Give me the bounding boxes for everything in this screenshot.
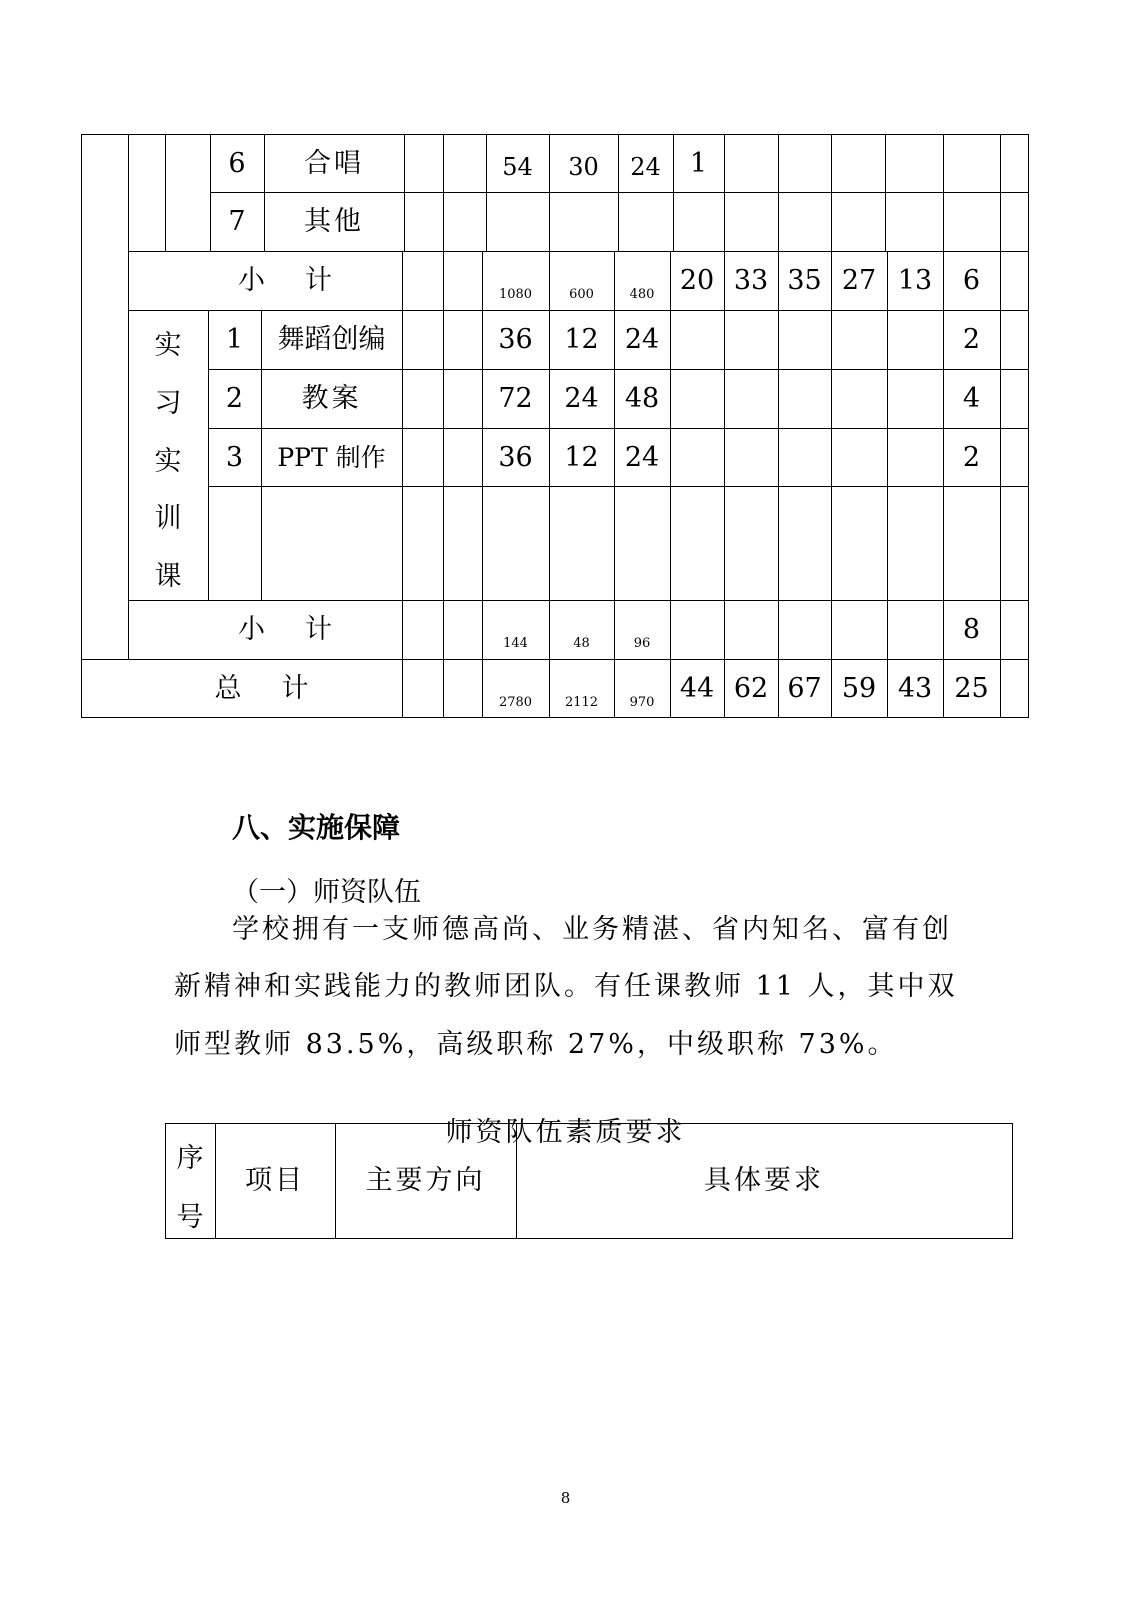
row6-total: 54 bbox=[502, 153, 533, 181]
subtotal1-sem4: 27 bbox=[841, 265, 877, 296]
subtotal1-total: 1080 bbox=[498, 287, 533, 302]
row7-name: 其他 bbox=[304, 206, 364, 237]
table2-caption: 师资队伍素质要求 bbox=[445, 1117, 686, 1148]
row7-num: 7 bbox=[228, 206, 246, 237]
row6-num: 6 bbox=[228, 147, 246, 179]
practice-row2-total: 72 bbox=[498, 383, 533, 414]
grand-total-practice: 970 bbox=[629, 694, 655, 710]
practice-row2-num: 2 bbox=[225, 383, 244, 414]
page-number: 8 bbox=[560, 1489, 571, 1507]
table2-header-item: 项目 bbox=[245, 1165, 305, 1196]
grand-total-theory: 2112 bbox=[564, 694, 599, 710]
practice-row3-num: 3 bbox=[225, 441, 244, 473]
row6-practice: 24 bbox=[630, 153, 661, 181]
subtotal1-theory: 600 bbox=[569, 287, 594, 302]
practice-row1-practice: 24 bbox=[624, 324, 660, 355]
practice-row2-name: 教案 bbox=[301, 383, 362, 414]
subtotal1-label: 小计 bbox=[238, 265, 372, 296]
practice-row3-sem6: 2 bbox=[962, 441, 981, 473]
group-label-char: 习 bbox=[154, 387, 182, 419]
grand-total-label: 总计 bbox=[214, 672, 349, 704]
grand-total-sem5: 43 bbox=[897, 672, 933, 704]
grand-total-sem1: 44 bbox=[679, 672, 715, 704]
subtotal1-sem5: 13 bbox=[897, 265, 933, 296]
subtotal1-sem1: 20 bbox=[679, 265, 715, 296]
subtotal1-practice: 480 bbox=[629, 287, 655, 302]
table2-header-requirement: 具体要求 bbox=[704, 1165, 824, 1196]
table2-header-seq-bottom: 号 bbox=[176, 1202, 204, 1233]
practice-row1-theory: 12 bbox=[564, 324, 599, 355]
practice-row3-theory: 12 bbox=[564, 441, 599, 473]
table2-header-seq bbox=[165, 1145, 215, 1231]
practice-row1-sem6: 2 bbox=[962, 324, 981, 355]
practice-row2-practice: 48 bbox=[624, 383, 660, 414]
group-label-practice-training bbox=[128, 332, 208, 590]
grand-total-total: 2780 bbox=[498, 694, 533, 710]
subtotal1-sem2: 33 bbox=[733, 265, 769, 296]
practice-row3-total: 36 bbox=[498, 441, 533, 473]
subtotal1-sem6: 6 bbox=[962, 265, 981, 296]
grand-total-sem4: 59 bbox=[841, 672, 877, 704]
paragraph-line-2: 新精神和实践能力的教师团队。有任课教师 11 人，其中双 bbox=[174, 971, 958, 1002]
row6-name: 合唱 bbox=[304, 147, 364, 179]
practice-row3-practice: 24 bbox=[624, 441, 660, 473]
practice-row2-theory: 24 bbox=[564, 383, 599, 414]
row6-theory: 30 bbox=[568, 153, 599, 181]
practice-row1-total: 36 bbox=[498, 324, 533, 355]
table2-header-direction: 主要方向 bbox=[365, 1165, 486, 1196]
subsection-heading: （一）师资队伍 bbox=[232, 877, 421, 908]
paragraph-line-3: 师型教师 83.5%，高级职称 27%，中级职称 73%。 bbox=[174, 1029, 898, 1060]
subtotal2-practice: 96 bbox=[633, 636, 651, 651]
group-label-char: 课 bbox=[154, 561, 182, 592]
group-label-char: 实 bbox=[154, 445, 182, 477]
group-label-char: 训 bbox=[154, 503, 182, 535]
grand-total-sem6: 25 bbox=[954, 672, 989, 704]
practice-row2-sem6: 4 bbox=[962, 383, 981, 414]
group-label-char: 实 bbox=[154, 330, 182, 361]
table2-header-seq-top: 序 bbox=[176, 1143, 204, 1174]
subtotal2-total: 144 bbox=[503, 636, 528, 651]
subtotal2-sem6: 8 bbox=[962, 614, 981, 645]
subtotal2-label: 小计 bbox=[238, 614, 372, 645]
row6-sem1: 1 bbox=[689, 147, 708, 179]
section-heading: 八、实施保障 bbox=[232, 811, 401, 844]
grand-total-sem3: 67 bbox=[787, 672, 822, 704]
paragraph-line-1: 学校拥有一支师德高尚、业务精湛、省内知名、富有创 bbox=[232, 914, 952, 945]
grand-total-sem2: 62 bbox=[733, 672, 769, 704]
subtotal1-sem3: 35 bbox=[787, 265, 822, 296]
subtotal2-theory: 48 bbox=[573, 636, 590, 651]
practice-row1-name: 舞蹈创编 bbox=[277, 324, 386, 355]
practice-row3-name: PPT 制作 bbox=[277, 442, 386, 472]
practice-row1-num: 1 bbox=[225, 324, 244, 355]
